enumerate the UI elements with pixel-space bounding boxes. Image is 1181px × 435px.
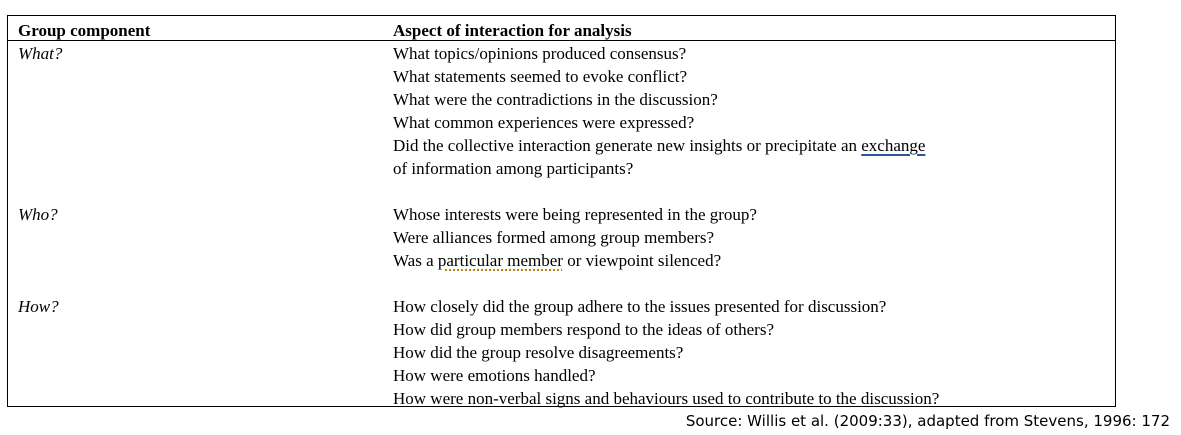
list-item: What statements seemed to evoke conflict? (393, 67, 688, 86)
analysis-table (7, 15, 1116, 407)
list-item: How were emotions handled? (393, 366, 596, 385)
list-item: What were the contradictions in the discussion? (393, 90, 718, 109)
list-item: How did the group resolve disagreements? (393, 343, 684, 362)
group-label-what: What? (18, 44, 63, 63)
list-item (393, 134, 925, 157)
header-aspect-of-interaction: Aspect of interaction for analysis (393, 21, 632, 40)
list-item (393, 249, 721, 272)
group-label-who: Who? (18, 205, 58, 224)
header-divider (8, 40, 1115, 41)
group-label-how: How? (18, 297, 59, 316)
list-item-text: Was a (393, 251, 438, 270)
spellcheck-underlined-word: exchange (861, 136, 926, 155)
list-item-text: or viewpoint silenced? (562, 251, 722, 270)
list-item: How were non-verbal signs and behaviours used to contribute to the discussion? (393, 389, 940, 408)
grammar-underlined-phrase: particular member (437, 251, 563, 270)
source-citation: Source: Willis et al. (2009:33), adapted from Stevens, 1996: 172 (685, 412, 1170, 430)
list-item: Whose interests were being represented in the group? (393, 205, 757, 224)
list-item-text: Did the collective interaction generate new insights or precipitate an (393, 136, 862, 155)
list-item: What common experiences were expressed? (393, 113, 695, 132)
list-item: of information among participants? (393, 159, 634, 178)
header-group-component: Group component (18, 21, 151, 40)
list-item: What topics/opinions produced consensus? (393, 44, 687, 63)
list-item: How did group members respond to the ideas of others? (393, 320, 774, 339)
list-item: How closely did the group adhere to the issues presented for discussion? (393, 297, 887, 316)
list-item: Were alliances formed among group members? (393, 228, 715, 247)
